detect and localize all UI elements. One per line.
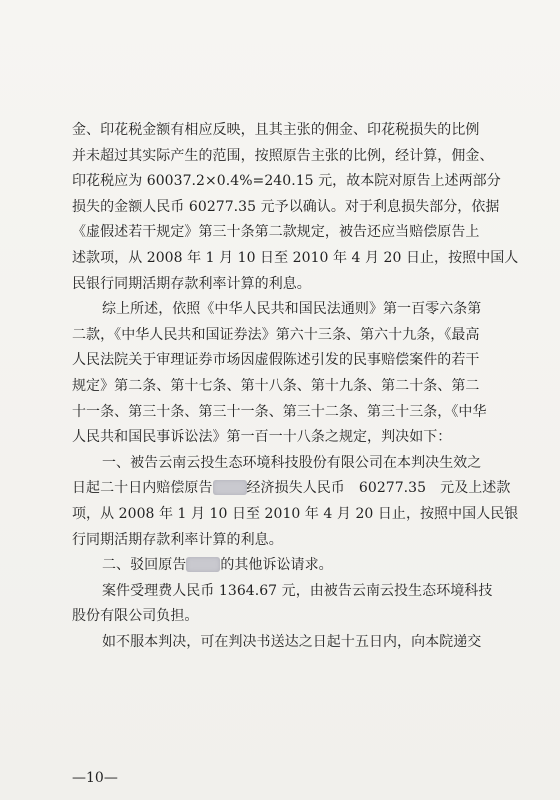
text-segment: 经济损失人民币 60277.35 元及上述款 (246, 480, 511, 497)
text-line-with-redaction (72, 476, 511, 502)
text-line: 项，从 2008 年 1 月 10 日至 2010 年 4 月 20 日止，按照中国人民银 (72, 505, 519, 522)
text-line: 一、被告云南云投生态环境科技股份有限公司在本判决生效之 (102, 454, 482, 471)
text-line: 损失的金额人民币 60277.35 元予以确认。对于利息损失部分，依据 (72, 198, 500, 215)
text-line: 述款项，从 2008 年 1 月 10 日至 2010 年 4 月 20 日止，按照中国人 (72, 249, 519, 266)
text-line: 民银行同期活期存款利率计算的利息。 (72, 275, 311, 292)
text-segment: 日起二十日内赔偿原告 (72, 480, 213, 497)
text-line: 股份有限公司负担。 (72, 608, 199, 625)
text-line: 如不服本判决，可在判决书送达之日起十五日内，向本院递交 (102, 633, 482, 650)
text-line: 行同期活期存款利率计算的利息。 (72, 531, 283, 548)
text-line: 案件受理费人民币 1364.67 元，由被告云南云投生态环境科技 (102, 582, 493, 599)
text-line: 人民法院关于审理证券市场因虚假陈述引发的民事赔偿案件的若干 (72, 352, 480, 369)
text-line: 人民共和国民事诉讼法》第一百一十八条之规定，判决如下： (72, 429, 452, 446)
judgment-text (72, 118, 519, 655)
text-line: 金、印花税金额有相应反映，且其主张的佣金、印花税损失的比例 (72, 122, 480, 138)
text-line: 十一条、第三十条、第三十一条、第三十二条、第三十三条，《中华 (72, 403, 487, 420)
text-line: 二款，《中华人民共和国证券法》第六十三条、第六十九条，《最高 (72, 326, 480, 343)
text-line: 《虚假述若干规定》第三十条第二款规定，被告还应当赔偿原告上 (72, 224, 480, 241)
redaction-mark (213, 480, 247, 495)
text-line: 规定》第二条、第十七条、第十八条、第十九条、第二十条、第二 (72, 377, 480, 394)
text-line-with-redaction (72, 553, 482, 579)
text-line: 并未超过其实际产生的范围，按照原告主张的比例，经计算，佣金、 (72, 147, 494, 164)
redaction-mark (186, 557, 220, 572)
text-segment: 二、驳回原告 (102, 557, 187, 574)
text-line: 综上所述，依照《中华人民共和国民法通则》第一百零六条第 (102, 301, 482, 318)
text-line: 印花税应为 60037.2×0.4%=240.15 元，故本院对原告上述两部分 (72, 173, 501, 190)
page-number: —10— (72, 770, 118, 786)
text-segment: 的其他诉讼请求。 (220, 557, 333, 574)
